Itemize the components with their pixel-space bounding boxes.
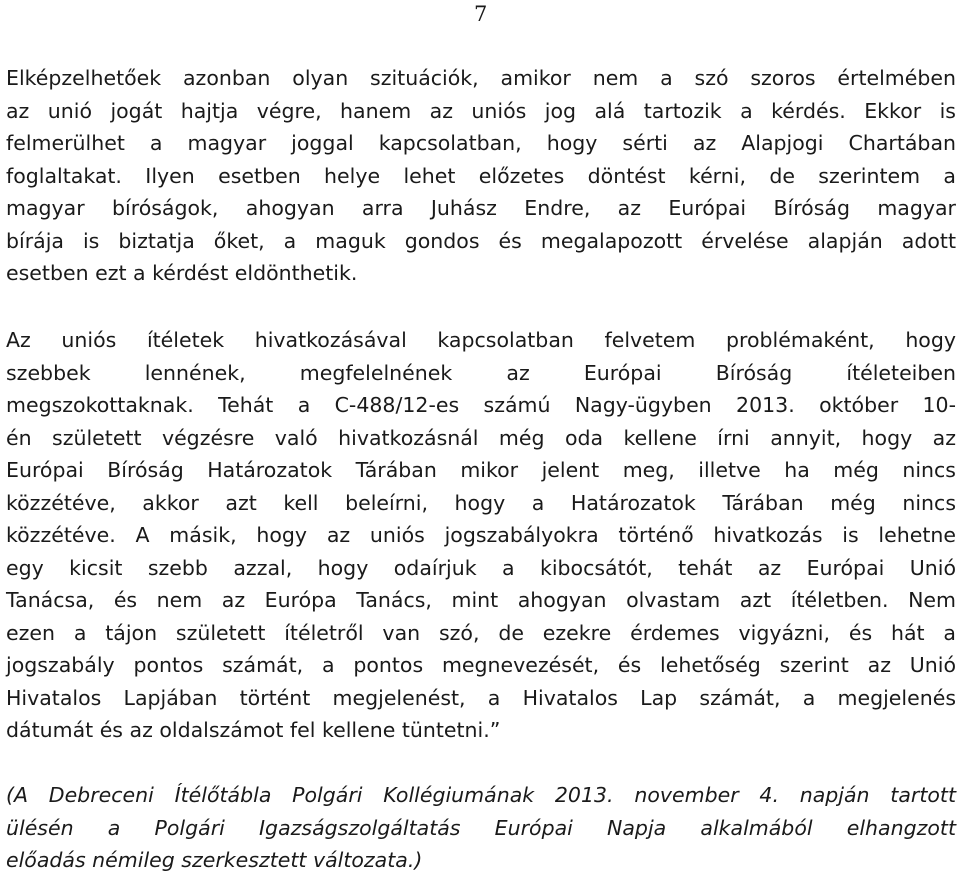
text-line: foglaltakat. Ilyen esetben helye lehet előzetes döntést kérni, de szerintem a bbox=[6, 163, 956, 188]
text-line: előadás némileg szerkesztett változata.) bbox=[6, 848, 423, 872]
text-line: ülésén a Polgári Igazságszolgáltatás Európai Napja alkalmából elhangzott bbox=[6, 815, 956, 840]
text-line: ezen a tájon született ítéletről van szó, de ezekre érdemes vigyázni, és hát a bbox=[6, 620, 956, 645]
text-line: megszokottaknak. Tehát a C-488/12-es számú Nagy-ügyben 2013. október 10- bbox=[6, 393, 956, 417]
text-line: felmerülhet a magyar joggal kapcsolatban, hogy sérti az Alapjogi Chartában bbox=[6, 131, 956, 155]
text-line: Európai Bíróság Határozatok Tárában mikor jelent meg, illetve ha még nincs bbox=[6, 458, 956, 482]
text-line: Az uniós ítéletek hivatkozásával kapcsolatban felvetem problémaként, hogy bbox=[6, 328, 956, 352]
text-line: jogszabály pontos számát, a pontos megnevezését, és lehetőség szerint az Unió bbox=[6, 653, 956, 677]
text-line: közzétéve. A másik, hogy az uniós jogszabályokra történő hivatkozás is lehetne bbox=[6, 523, 956, 547]
page-number: 7 bbox=[474, 2, 488, 26]
text-line: én született végzésre való hivatkozásnál még oda kellene írni annyit, hogy az bbox=[6, 425, 956, 450]
text-line: esetben ezt a kérdést eldönthetik. bbox=[6, 261, 358, 285]
text-line: egy kicsit szebb azzal, hogy odaírjuk a kibocsátót, tehát az Európai Unió bbox=[6, 555, 956, 580]
paragraph-citations bbox=[6, 324, 956, 747]
text-line: Elképzelhetőek azonban olyan szituációk, amikor nem a szó szoros értelmében bbox=[6, 66, 956, 90]
text-line: (A Debreceni Ítélőtábla Polgári Kollégiumának 2013. november 4. napján tartott bbox=[6, 783, 956, 807]
text-line: szebbek lennének, megfelelnének az Európai Bíróság ítéleteiben bbox=[6, 360, 956, 385]
text-line: Tanácsa, és nem az Európa Tanács, mint ahogyan olvastam azt ítéletben. Nem bbox=[6, 588, 956, 612]
text-line: dátumát és az oldalszámot fel kellene tüntetni.” bbox=[6, 718, 501, 742]
text-line: Hivatalos Lapjában történt megjelenést, a Hivatalos Lap számát, a megjelenés bbox=[6, 685, 956, 710]
text-line: közzétéve, akkor azt kell beleírni, hogy a Határozatok Tárában még nincs bbox=[6, 490, 956, 515]
source-note bbox=[6, 779, 956, 877]
text-line: bírája is biztatja őket, a maguk gondos és megalapozott érvelése alapján adott bbox=[6, 228, 956, 253]
text-line: magyar bíróságok, ahogyan arra Juhász Endre, az Európai Bíróság magyar bbox=[6, 196, 956, 220]
text-line: az unió jogát hajtja végre, hanem az uniós jog alá tartozik a kérdés. Ekkor is bbox=[6, 98, 956, 123]
paragraph-charter bbox=[6, 62, 956, 290]
